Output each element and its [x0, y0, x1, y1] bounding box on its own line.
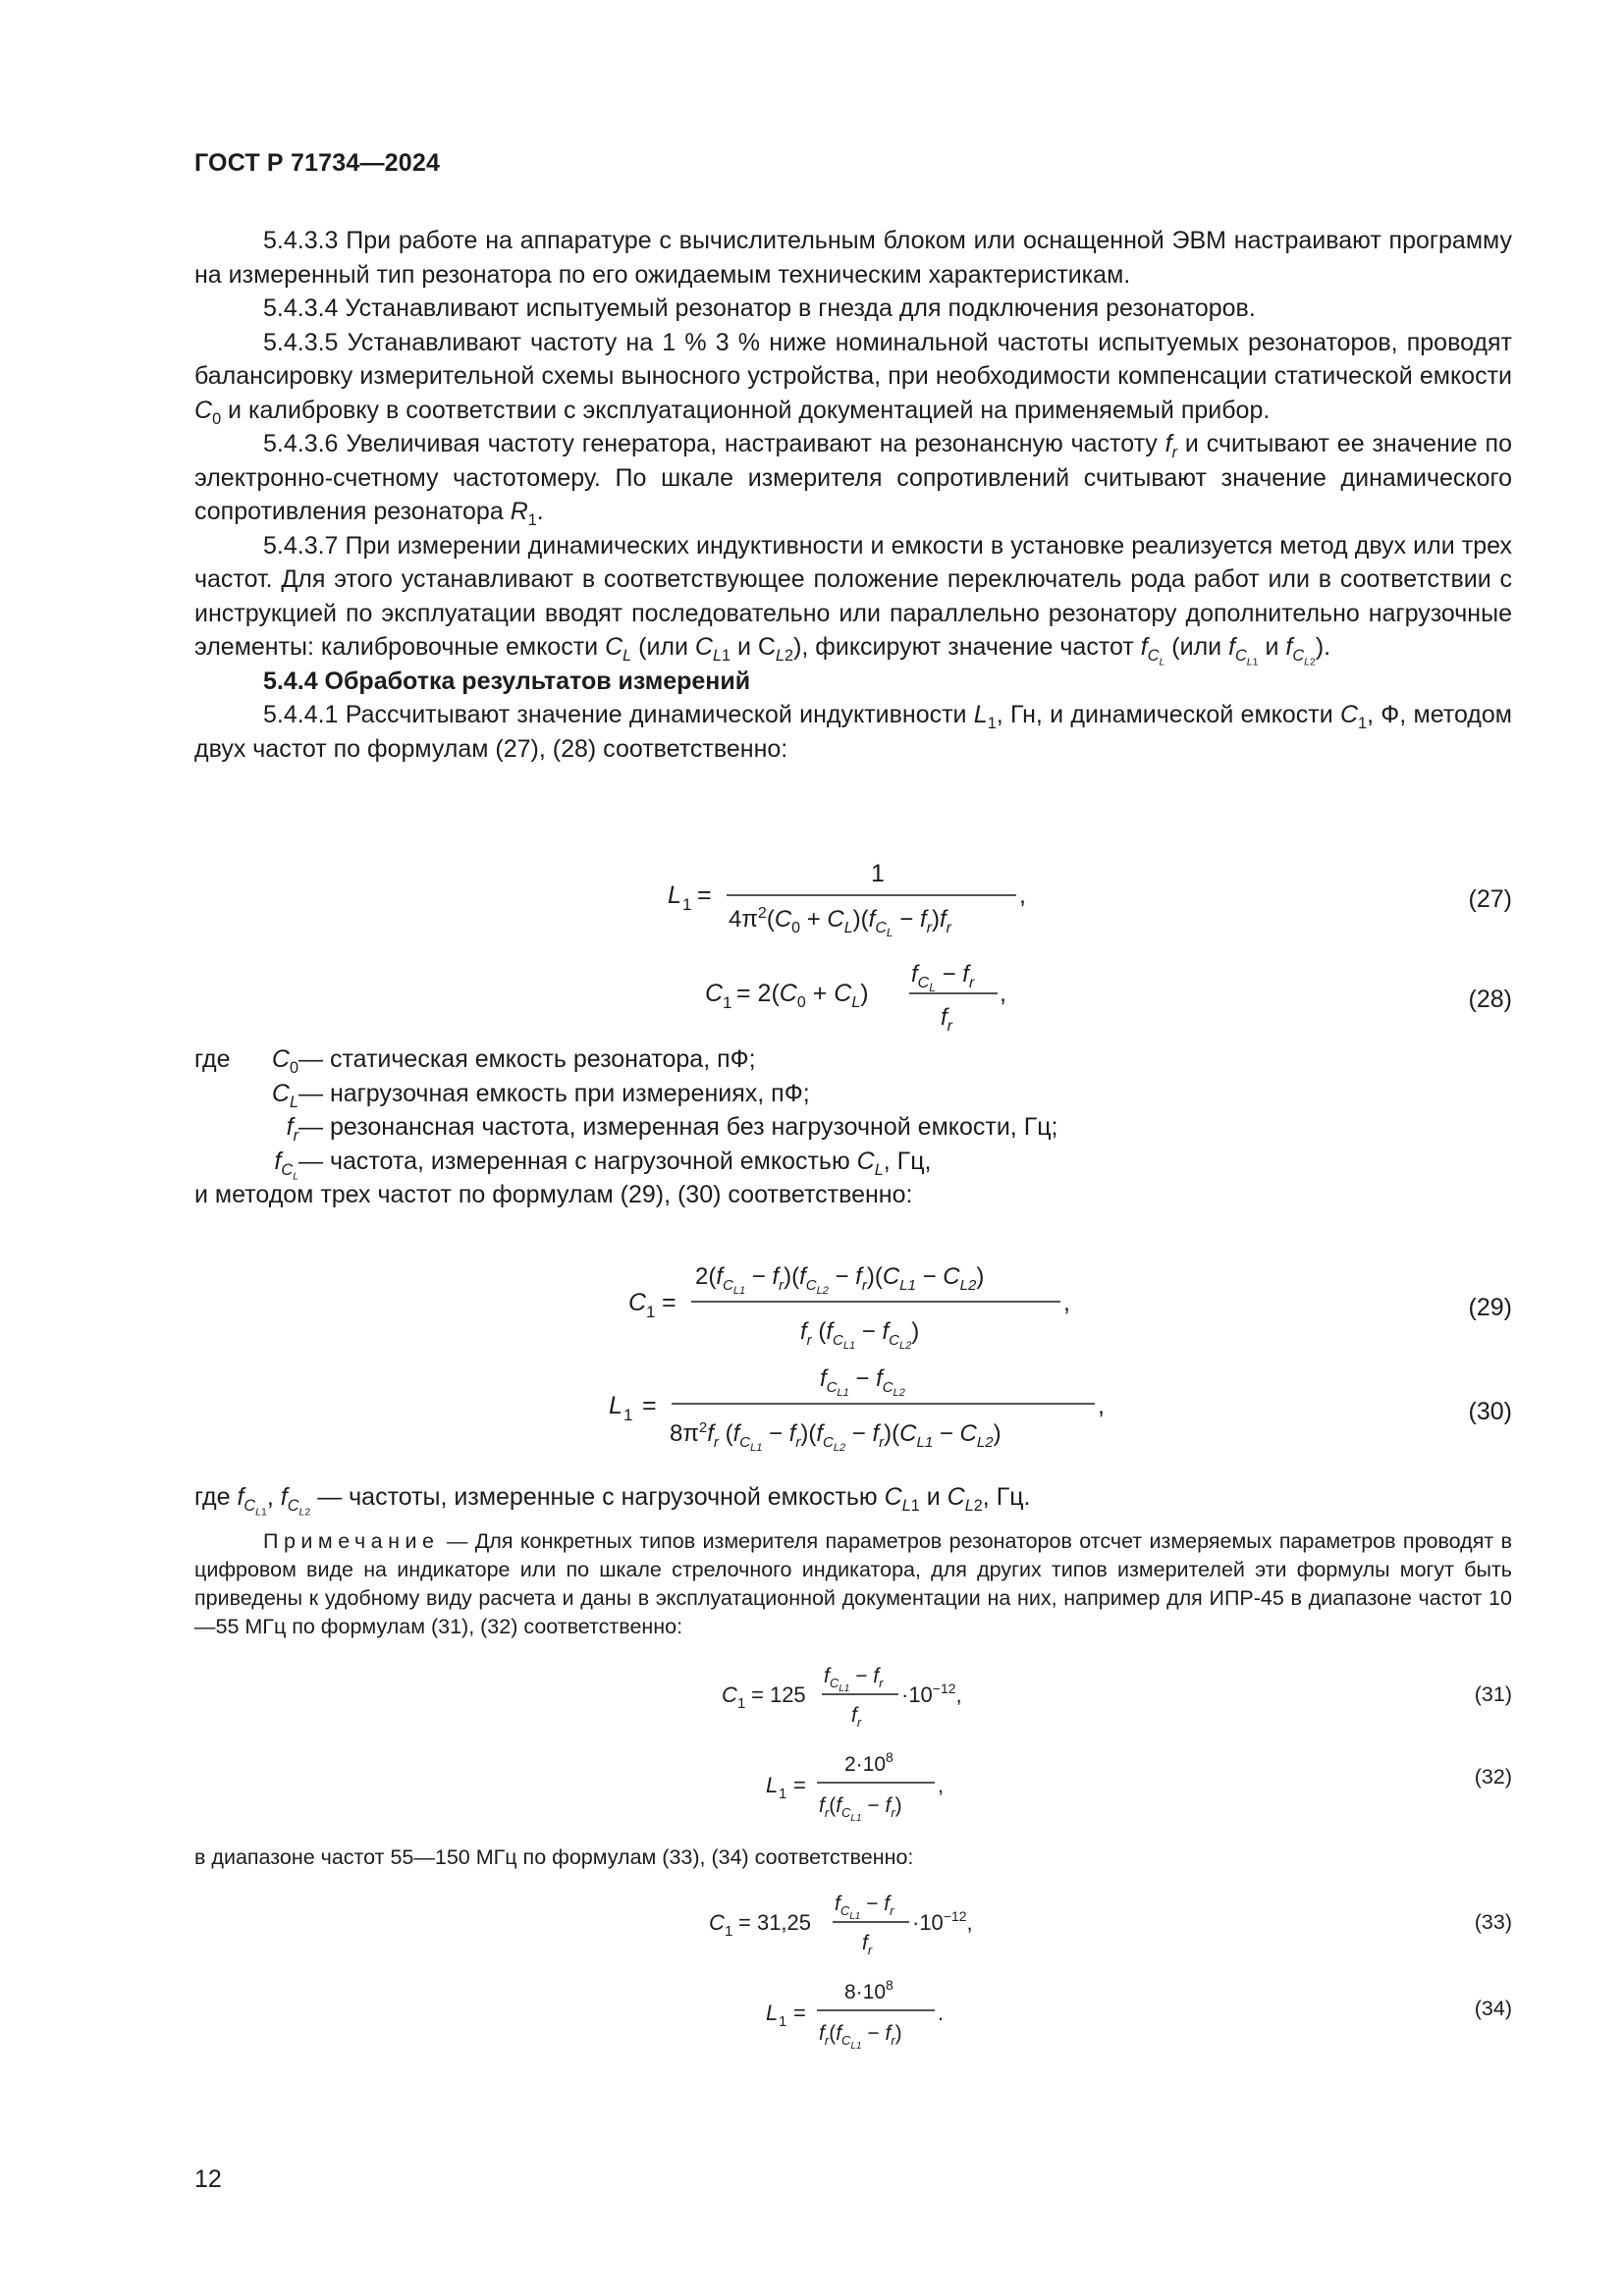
- svg-text:1: 1: [725, 1923, 733, 1940]
- svg-text:fr: $f_r$: [851, 1704, 862, 1730]
- formula-number-28: (28): [1468, 986, 1512, 1013]
- svg-text:= 125: = 125: [751, 1682, 806, 1707]
- svg-text:L: L: [766, 1773, 779, 1797]
- svg-text:=: =: [642, 1392, 657, 1419]
- svg-text:·10−12,: $\cdot 10^{-12}$,: [912, 1908, 973, 1935]
- svg-text:fr: $f_r$: [862, 1932, 873, 1957]
- where-item-fr: $f_r$ — резонансная частота, измеренная без нагрузочной емкости, Гц;: [286, 1113, 1058, 1145]
- svg-text:,: ,: [1063, 1289, 1070, 1316]
- formula-number-32: (32): [1474, 1765, 1512, 1789]
- paragraph-5-4-3-7: 5.4.3.7 При измерении динамических индуктивности и емкости в установке реализуется метод двух или трех частот. Для этого устанавливают в соответствующее положение переключатель рода работ или в соответствии с инструкцией по эксплуатации вводят последовательно или параллельно резонатору дополнительно нагрузочные элементы: калибровочные емкости $C_L$ (или $C_{L1}$ и $C_{L2}$), фиксируют значение частот $f_{C_L}$ (или $f_{C_{L1}}$ и $f_{C_{L2}}$).: [194, 531, 1512, 668]
- where-block-1: [194, 1042, 1512, 1212]
- paragraph-5-4-3-5: 5.4.3.5 Устанавливают частоту на 1 % 3 % ниже номинальной частоты испытуемых резонаторов, проводят балансировку измерительной схемы выносного устройства, при необходимости компенсации статической емкости $C_0$ и калибровку в соответствии с эксплуатационной документацией на применяемый прибор.: [194, 328, 1512, 428]
- formula-number-27: (27): [1468, 885, 1512, 913]
- svg-text:1: 1: [779, 2013, 787, 2030]
- page-number: 12: [194, 2165, 222, 2193]
- svg-text:,: ,: [1000, 980, 1006, 1007]
- formula-34: [766, 1973, 982, 2068]
- three-frequency-intro: и методом трех частот по формулам (29), (30) соответственно:: [194, 1181, 913, 1208]
- formula-29-denominator: $f_r$ $(f_CL1 - f_CL2)$: [800, 1318, 920, 1352]
- paragraph-5-4-3-3: 5.4.3.3 При работе на аппаратуре с вычислительным блоком или оснащенной ЭВМ настраивают программу на измеренный тип резонатора по его ожидаемым техническим характеристикам.: [194, 227, 1512, 289]
- svg-text:2·108: $2\cdot 10^8$: [844, 1749, 893, 1776]
- svg-text:= 31,25: = 31,25: [738, 1910, 812, 1935]
- formula-27-numerator: 1: [871, 860, 885, 887]
- formula-28-numerator: $f_CL - f_r$: [911, 961, 975, 994]
- section-heading-5-4-4: 5.4.4 Обработка результатов измерений: [263, 667, 751, 695]
- where-item-c0: где $C_0$ — статическая емкость резонатора, пФ;: [194, 1042, 1512, 1077]
- where-item-fcl: $f_{C_L}$ — частота, измеренная с нагрузочной емкостью $C_L$, Гц,: [274, 1147, 932, 1182]
- svg-text:1: 1: [646, 1303, 656, 1321]
- svg-text:=: =: [793, 1773, 806, 1797]
- svg-text:fr(fCL1 − fr): $f_r(f_CL1 - f_r)$: [819, 2022, 902, 2052]
- where-intro: где: [194, 1045, 231, 1073]
- document-header: ГОСТ Р 71734—2024: [194, 149, 441, 177]
- note-block: [194, 1527, 1512, 1641]
- formula-28: [705, 950, 1029, 1045]
- formula-number-33: (33): [1474, 1910, 1512, 1934]
- svg-text:,: ,: [1098, 1392, 1105, 1419]
- svg-text:1: 1: [779, 1786, 787, 1802]
- note-label: Примечание: [263, 1529, 440, 1553]
- svg-text:C: C: [722, 1682, 737, 1707]
- formula-27-lhs: L: [668, 881, 681, 909]
- formula-28-denominator: $f_r$: [941, 1004, 952, 1035]
- formula-30-denominator: $8\pi^2f_r$ $(f_CL1 - f_r)(f_CL2 - f_r)(C_{L1} - C_{L2})$: [670, 1419, 1001, 1454]
- formula-30-numerator: $f_CL1 - f_CL2$: [820, 1365, 905, 1399]
- formula-number-34: (34): [1474, 1997, 1512, 2020]
- svg-text:C: C: [628, 1289, 647, 1316]
- formula-29: [628, 1245, 1080, 1360]
- svg-text:C: C: [709, 1910, 725, 1935]
- svg-text:C: C: [705, 980, 724, 1007]
- svg-text:1: 1: [682, 895, 692, 914]
- svg-text:fCL1 − fr: $f_CL1 - f_r$: [824, 1665, 884, 1694]
- svg-text:1: 1: [723, 993, 732, 1012]
- svg-text:=: =: [662, 1289, 677, 1316]
- svg-text:.: .: [938, 2001, 945, 2025]
- formula-number-31: (31): [1474, 1682, 1512, 1706]
- paragraph-5-4-4-1: 5.4.4.1 Рассчитывают значение динамической индуктивности $L_1$, Гн, и динамической емкости $C_1$, Ф, методом двух частот по формулам (27), (28) соответственно:: [194, 701, 1512, 763]
- svg-text:L: L: [766, 2001, 779, 2025]
- formula-27: [668, 856, 1060, 941]
- where-block-2: где $f_{C_{L1}}$, $f_{C_{L2}}$ — частоты, измеренные с нагрузочной емкостью $C_{L1}$ и $C_{L2}$, Гц.: [194, 1483, 1031, 1519]
- formula-32: [766, 1745, 982, 1841]
- svg-text:1: 1: [737, 1695, 746, 1712]
- where-item-cl: $C_L$ — нагрузочная емкость при измерениях, пФ;: [271, 1079, 810, 1111]
- svg-text:fCL1 − fr: $f_CL1 - f_r$: [835, 1893, 894, 1922]
- svg-text:=: =: [697, 881, 712, 909]
- paragraph-5-4-3-6: 5.4.3.6 Увеличивая частоту генератора, настраивают на резонансную частоту $f_r$ и считывают ее значение по электронно-счетному частотомеру. По шкале измерителя сопротивлений считывают значение динамического сопротивления резонатора $R_1$.: [194, 430, 1512, 529]
- svg-text:fr(fCL1 − fr): $f_r(f_CL1 - f_r)$: [819, 1794, 902, 1824]
- formula-29-numerator: $2(f_CL1 - f_r)(f_CL2 - f_r)(C_{L1} - C_{L2})$: [695, 1263, 985, 1297]
- svg-text:8·108: $8\cdot 10^8$: [844, 1977, 893, 2003]
- svg-text:1: 1: [623, 1406, 633, 1424]
- svg-text:=: =: [793, 2001, 806, 2025]
- paragraph-5-4-3-4: 5.4.3.4 Устанавливают испытуемый резонатор в гнезда для подключения резонаторов.: [263, 294, 1256, 322]
- svg-text:,: ,: [938, 1773, 945, 1797]
- formula-27-denominator: $4\pi^2(C_0 + C_L)(f_CL - f_r)f_r$: [729, 905, 951, 939]
- note-text: — Для конкретных типов измерителя параметров резонаторов отсчет измеряемых параметров проводят в цифровом виде на индикаторе или по шкале стрелочного индикатора, для других типов измерителей эти формулы могут быть приведены к удобному виду расчета и даны в эксплуатационной документации на них, например для ИПР-45 в диапазоне частот 10—55 МГц по формулам (31), (32) соответственно:: [194, 1529, 1512, 1638]
- svg-text:L: L: [609, 1392, 623, 1419]
- body-text-block: [194, 224, 1512, 766]
- formula-31: [722, 1655, 1016, 1750]
- formula-number-30: (30): [1468, 1398, 1512, 1425]
- formula-number-29: (29): [1468, 1294, 1512, 1321]
- formula-30: [609, 1355, 1119, 1469]
- range-text: в диапазоне частот 55—150 МГц по формулам (33), (34) соответственно:: [194, 1845, 914, 1869]
- svg-text:= 2(C0 + CL): = $2(C_0 + C_L)$: [736, 980, 869, 1011]
- formula-33: [709, 1883, 1023, 1978]
- svg-text:,: ,: [1019, 881, 1026, 909]
- svg-text:·10−12,: $\cdot 10^{-12}$,: [901, 1681, 962, 1707]
